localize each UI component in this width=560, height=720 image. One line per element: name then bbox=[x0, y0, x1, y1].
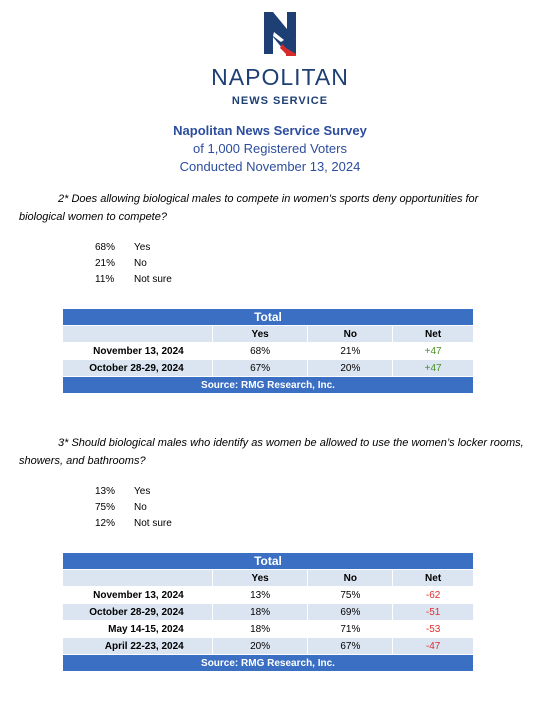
row-no: 69% bbox=[308, 604, 393, 621]
row-net: -62 bbox=[393, 587, 474, 604]
answer-list-q2 bbox=[95, 240, 172, 288]
answer-pct: 13% bbox=[95, 486, 116, 497]
column-header-net: Net bbox=[393, 570, 474, 587]
row-date: April 22-23, 2024 bbox=[63, 638, 213, 655]
answer-label: No bbox=[134, 502, 147, 513]
answer-row bbox=[95, 272, 172, 288]
question-2 bbox=[19, 190, 524, 226]
survey-sample: of 1,000 Registered Voters bbox=[193, 141, 347, 156]
answer-pct: 75% bbox=[95, 502, 116, 513]
table-title: Total bbox=[63, 309, 474, 326]
row-date: October 28-29, 2024 bbox=[63, 360, 213, 377]
table-title: Total bbox=[63, 553, 474, 570]
row-yes: 18% bbox=[212, 621, 308, 638]
question-text-line2: showers, and bathrooms? bbox=[19, 455, 146, 467]
row-net: +47 bbox=[393, 360, 474, 377]
results-table-q2 bbox=[62, 308, 474, 394]
row-net: -51 bbox=[393, 604, 474, 621]
table-row bbox=[63, 360, 474, 377]
answer-row bbox=[95, 240, 172, 256]
row-no: 71% bbox=[308, 621, 393, 638]
answer-label: No bbox=[134, 258, 147, 269]
table-source: Source: RMG Research, Inc. bbox=[63, 377, 474, 394]
row-date: November 13, 2024 bbox=[63, 587, 213, 604]
column-header-yes: Yes bbox=[212, 326, 308, 343]
column-header-no: No bbox=[308, 326, 393, 343]
answer-row bbox=[95, 500, 172, 516]
row-net: -53 bbox=[393, 621, 474, 638]
answer-pct: 21% bbox=[95, 258, 116, 269]
question-number: 3* bbox=[58, 437, 69, 449]
question-text-line2: biological women to compete? bbox=[19, 211, 167, 223]
table-row bbox=[63, 343, 474, 360]
row-net: +47 bbox=[393, 343, 474, 360]
row-no: 20% bbox=[308, 360, 393, 377]
column-header-blank bbox=[63, 326, 213, 343]
row-yes: 13% bbox=[212, 587, 308, 604]
answer-pct: 11% bbox=[95, 274, 115, 285]
row-yes: 18% bbox=[212, 604, 308, 621]
row-net: -47 bbox=[393, 638, 474, 655]
answer-pct: 68% bbox=[95, 242, 116, 253]
survey-date: Conducted November 13, 2024 bbox=[179, 159, 361, 174]
napolitan-n-logo-icon bbox=[262, 10, 298, 56]
column-header-blank bbox=[63, 570, 213, 587]
column-header-yes: Yes bbox=[212, 570, 308, 587]
brand-name: NAPOLITAN bbox=[211, 64, 349, 90]
row-no: 67% bbox=[308, 638, 393, 655]
row-yes: 67% bbox=[212, 360, 308, 377]
answer-label: Yes bbox=[134, 242, 151, 253]
table-row bbox=[63, 621, 474, 638]
survey-header bbox=[0, 122, 540, 176]
table-row bbox=[63, 638, 474, 655]
answer-label: Not sure bbox=[134, 518, 172, 529]
row-no: 75% bbox=[308, 587, 393, 604]
results-table-q3 bbox=[62, 552, 474, 672]
answer-pct: 12% bbox=[95, 518, 116, 529]
survey-title: Napolitan News Service Survey bbox=[173, 123, 367, 138]
row-yes: 68% bbox=[212, 343, 308, 360]
column-header-no: No bbox=[308, 570, 393, 587]
question-text-line1: Should biological males who identify as women be allowed to use the women’s locker rooms, bbox=[71, 437, 524, 449]
brand-subtitle: NEWS SERVICE bbox=[231, 95, 329, 107]
row-yes: 20% bbox=[212, 638, 308, 655]
table-row bbox=[63, 587, 474, 604]
answer-row bbox=[95, 516, 172, 532]
row-no: 21% bbox=[308, 343, 393, 360]
answer-label: Yes bbox=[134, 486, 151, 497]
brand-logo bbox=[0, 10, 560, 107]
answer-row bbox=[95, 256, 172, 272]
column-header-net: Net bbox=[393, 326, 474, 343]
question-3 bbox=[19, 434, 524, 470]
answer-list-q3 bbox=[95, 484, 172, 532]
row-date: November 13, 2024 bbox=[63, 343, 213, 360]
question-text-line1: Does allowing biological males to compete in women's sports deny opportunities for bbox=[71, 193, 479, 205]
row-date: May 14-15, 2024 bbox=[63, 621, 213, 638]
answer-label: Not sure bbox=[134, 274, 172, 285]
table-source: Source: RMG Research, Inc. bbox=[63, 655, 474, 672]
row-date: October 28-29, 2024 bbox=[63, 604, 213, 621]
answer-row bbox=[95, 484, 172, 500]
question-number: 2* bbox=[58, 193, 69, 205]
table-row bbox=[63, 604, 474, 621]
